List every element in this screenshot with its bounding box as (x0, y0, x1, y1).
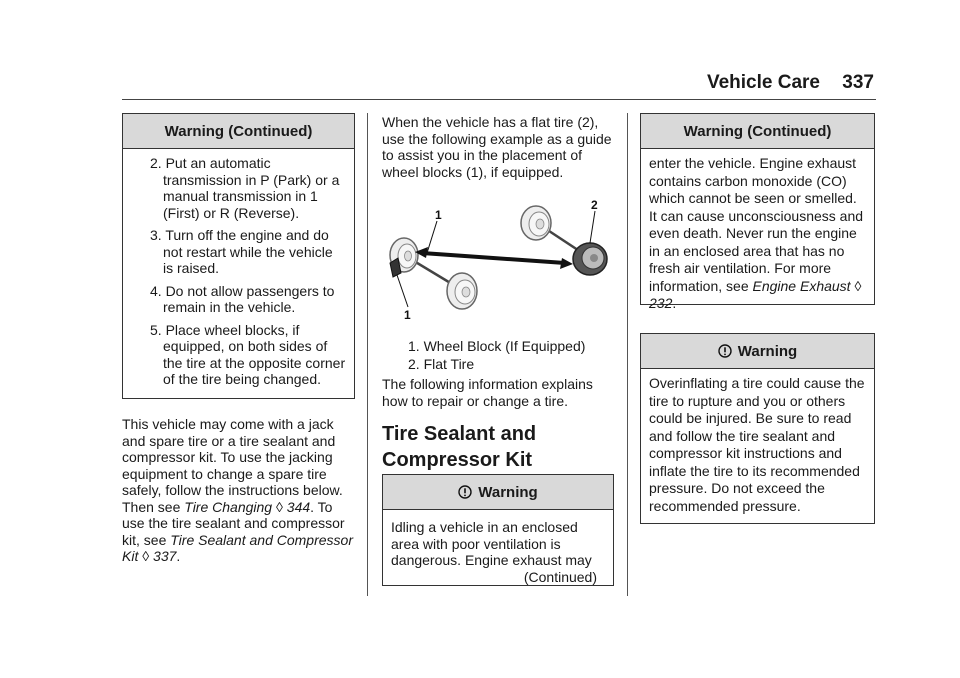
warning-step: 2. Put an automatic transmission in P (Park) or a manual transmission in 1 (First) or R (Reverse). (150, 155, 340, 221)
column-divider-right (627, 113, 628, 596)
tire-changing-page-ref[interactable]: 344 (286, 498, 311, 515)
header-divider (122, 99, 876, 100)
warning-circle-icon (718, 344, 732, 358)
engine-exhaust-page-ref[interactable]: 232 (649, 295, 673, 311)
warning-box-header (383, 475, 613, 510)
warning-box-idling (382, 474, 614, 586)
callout-2: 2 (591, 198, 598, 212)
callout-line-2 (590, 211, 595, 243)
warning-text: Idling a vehicle in an enclosed area with poor ventilation is dangerous. Engine exhaust may (391, 519, 592, 568)
legend-item-flat-tire: 2. Flat Tire (408, 356, 475, 372)
section-title: Tire Sealant and Compressor Kit (382, 423, 537, 471)
warning-continued-box-left (122, 113, 355, 399)
warning-title: Warning (478, 483, 538, 501)
repair-info-paragraph: The following information explains how to repair or change a tire. (382, 376, 593, 409)
warning-circle-icon (458, 485, 472, 499)
continued-label: (Continued) (523, 568, 597, 585)
column-divider-left (367, 113, 368, 596)
callout-1-top: 1 (435, 208, 442, 222)
overinflation-warning-text: Overinflating a tire could cause the tire to rupture and you or others could be injured. Be sure to read and follow the tire sealant and compressor kit instructions and inflate the tire to its recommended pressure. Do not exceed the recommended pressure. (649, 375, 865, 514)
tire-sealant-link[interactable]: Tire Sealant and Compressor Kit (122, 531, 353, 564)
callout-line-1-top (427, 221, 437, 253)
warning-step: 5. Place wheel blocks, if equipped, on both sides of the tire at the opposite corner of the tire being changed. (150, 321, 346, 387)
warning-step: 3. Turn off the engine and do not restart while the vehicle is raised. (150, 227, 333, 276)
front-left-wheel (521, 206, 551, 240)
page-header-title: Vehicle Care (706, 72, 820, 93)
engine-exhaust-link[interactable]: Engine Exhaust (752, 277, 851, 294)
callout-1-bottom: 1 (404, 308, 411, 322)
warning-continued-box-right: Warning (Continued) enter the vehicle. Engine exhaust contains carbon monoxide (CO) which cannot be seen or smelled. It can cause unconsciousness and even death. Never run the engine in an enclosed area that has no fresh air ventilation. For more information, see Engine Exhaust ◊ 232. (640, 113, 875, 305)
warning-step: 4. Do not allow passengers to remain in the vehicle. (150, 282, 335, 315)
page-ref-icon: ◊ (275, 498, 283, 515)
warning-box-title: Warning (Continued) (641, 114, 874, 149)
diagonal-arrow (415, 247, 573, 269)
page-ref-icon: ◊ (142, 548, 150, 564)
page-number: 337 (842, 72, 874, 93)
tire-changing-link[interactable]: Tire Changing (184, 498, 273, 515)
warning-box-title: Warning (Continued) (123, 114, 354, 149)
warning-steps-list (123, 155, 346, 388)
warning-title: Warning (737, 342, 798, 360)
flat-tire-intro: When the vehicle has a flat tire (2), use the following example as a guide to assist you in the placement of wheel blocks (1), if equipped. (382, 114, 612, 180)
rear-right-wheel (447, 273, 477, 309)
page-ref-icon: ◊ (854, 277, 862, 294)
legend-item-wheel-block: 1. Wheel Block (If Equipped) (408, 338, 586, 354)
wheel-block-diagram (382, 195, 614, 325)
warning-box-overinflation (640, 333, 875, 524)
callout-line-1-bottom (397, 275, 408, 307)
flat-tire (573, 243, 607, 275)
warning-box-header (641, 334, 874, 369)
jack-intro-paragraph: This vehicle may come with a jack and spare tire or a tire sealant and compressor kit. To use the jacking equipment to change a spare tire safely, follow the instructions below. Then see Tire Changing ◊ 344. To use the tire sealant and compressor kit, see Tire Sealant and Compressor Kit ◊ 337. (122, 416, 353, 564)
exhaust-warning-text: enter the vehicle. Engine exhaust contains carbon monoxide (CO) which cannot be seen or smelled. It can cause unconsciousness and even death. Never run the engine in an enclosed area that has no fresh air ventilation. For more information, see (649, 155, 864, 294)
tire-sealant-page-ref[interactable]: 337 (153, 548, 177, 564)
